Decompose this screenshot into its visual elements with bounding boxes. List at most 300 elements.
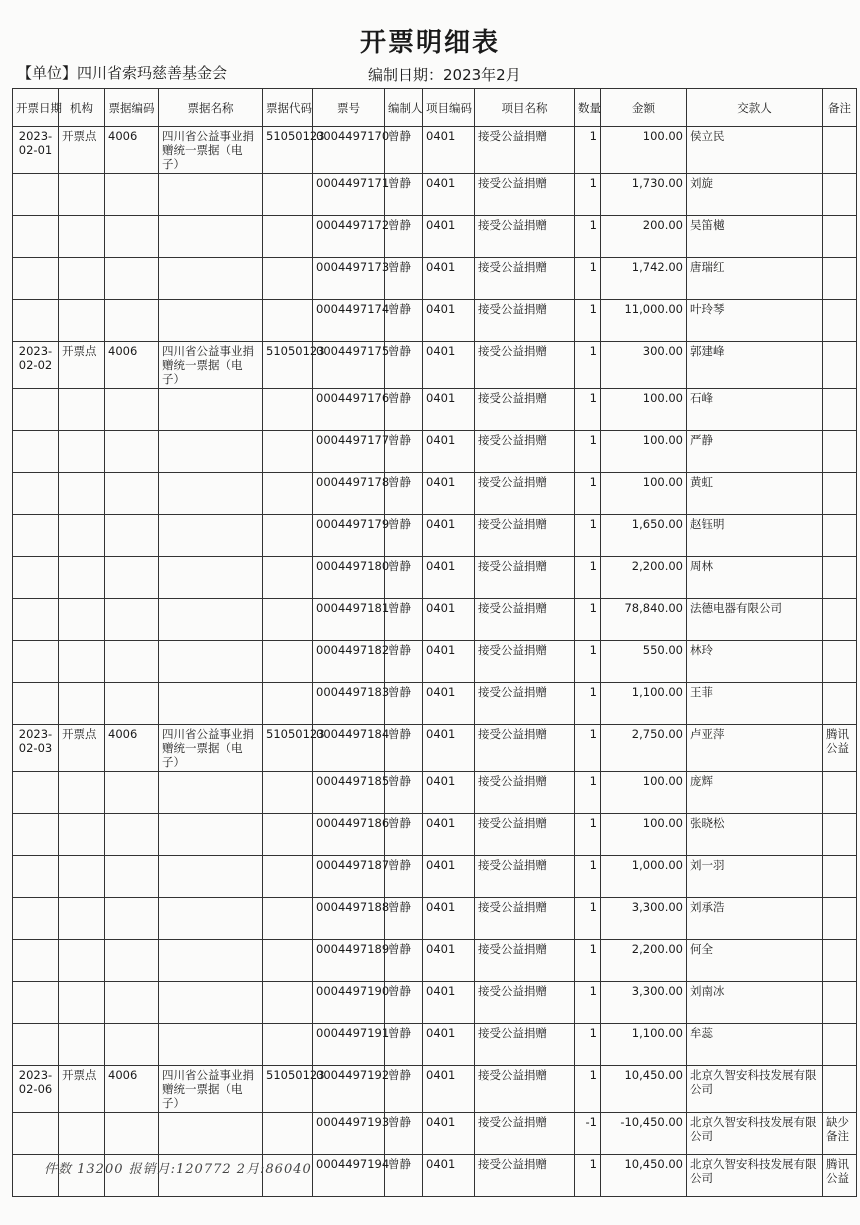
cell-pcode-text: 0401 [426,559,456,573]
cell-pcode-text: 0401 [426,129,456,143]
cell-billcode [263,725,325,772]
cell-pcode [423,1155,475,1197]
cell-billcode [263,940,313,982]
cell-payer-text: 北京久智安科技发展有限公司 [690,1157,817,1185]
cell-note-text: 腾讯公益 [826,727,849,755]
cell-note [823,982,857,1024]
cell-pname [475,898,575,940]
cell-pcode-text: 0401 [426,391,456,405]
cell-qty-text: 1 [589,601,597,615]
cell-amount [601,683,687,725]
cell-pcode [423,431,475,473]
cell-qty-text: 1 [589,984,597,998]
header-qty: 数量 [575,89,601,127]
cell-pcode [423,772,475,814]
cell-date-text: 2023-02-03 [18,727,53,755]
cell-org [59,814,105,856]
invoice-detail-table [12,88,857,1197]
cell-qty-text: 1 [589,559,597,573]
cell-no [313,300,390,342]
cell-maker [385,725,423,772]
cell-amount [601,258,687,300]
cell-pname [475,683,575,725]
cell-payer [687,641,823,683]
cell-pcode [423,473,475,515]
cell-pcode-text: 0401 [426,900,456,914]
cell-qty-text: 1 [589,260,597,274]
cell-pcode [423,641,475,683]
cell-pcode [423,174,475,216]
cell-name [159,216,263,258]
cell-pcode [423,856,475,898]
table-row [13,814,857,856]
cell-date [13,898,59,940]
cell-name [159,940,263,982]
cell-payer-text: 黄虹 [690,475,713,489]
cell-name [159,772,263,814]
cell-amount-text: 10,450.00 [624,1068,683,1082]
cell-amount [601,772,687,814]
cell-no [313,1066,390,1113]
cell-qty-text: 1 [589,218,597,232]
cell-code [105,515,159,557]
cell-code [105,856,159,898]
cell-pname-text: 接受公益捐赠 [478,260,547,274]
cell-payer [687,856,823,898]
cell-amount [601,641,687,683]
cell-no [313,982,390,1024]
cell-amount-text: 100.00 [642,391,683,405]
cell-qty [575,258,601,300]
cell-maker [385,127,423,174]
cell-maker-text: 曾静 [388,260,411,274]
cell-payer [687,300,823,342]
cell-maker-text: 曾静 [388,601,411,615]
cell-pcode [423,557,475,599]
cell-pname [475,1113,575,1155]
cell-billcode [263,898,313,940]
cell-payer [687,940,823,982]
cell-amount-text: 1,100.00 [631,1026,683,1040]
cell-note [823,515,857,557]
table-row [13,300,857,342]
cell-no-text: 0004497189 [316,942,390,956]
cell-maker [385,599,423,641]
cell-qty-text: 1 [589,1026,597,1040]
cell-date [13,300,59,342]
cell-qty [575,683,601,725]
cell-pname-text: 接受公益捐赠 [478,942,547,956]
cell-name [159,557,263,599]
cell-name [159,473,263,515]
cell-no-text: 0004497181 [316,601,390,615]
cell-maker [385,258,423,300]
cell-org-text: 开票点 [62,727,97,741]
cell-pname [475,725,575,772]
cell-billcode [263,557,313,599]
cell-org [59,127,105,174]
cell-amount-text: 100.00 [642,475,683,489]
cell-pcode-text: 0401 [426,475,456,489]
cell-pname-text: 接受公益捐赠 [478,302,547,316]
cell-payer-text: 北京久智安科技发展有限公司 [690,1115,817,1143]
cell-note [823,300,857,342]
cell-qty-text: 1 [589,816,597,830]
cell-maker-text: 曾静 [388,1157,411,1171]
cell-code-text: 4006 [108,727,138,741]
cell-amount-text: 1,742.00 [631,260,683,274]
cell-code [105,814,159,856]
cell-payer [687,342,823,389]
cell-org [59,473,105,515]
cell-org [59,856,105,898]
cell-code [105,557,159,599]
cell-note [823,389,857,431]
cell-org [59,1113,105,1155]
cell-qty-text: 1 [589,344,597,358]
cell-name [159,683,263,725]
cell-note [823,725,857,772]
cell-maker-text: 曾静 [388,727,411,741]
cell-maker-text: 曾静 [388,218,411,232]
cell-payer-text: 严静 [690,433,713,447]
cell-pcode-text: 0401 [426,727,456,741]
cell-code [105,342,159,389]
cell-pname [475,641,575,683]
cell-pcode [423,216,475,258]
cell-billcode-text: 51050123 [266,129,325,143]
cell-maker-text: 曾静 [388,900,411,914]
cell-note [823,431,857,473]
cell-no-text: 0004497176 [316,391,390,405]
cell-pname-text: 接受公益捐赠 [478,727,547,741]
cell-note [823,1155,857,1197]
cell-qty-text: 1 [589,475,597,489]
cell-code [105,982,159,1024]
cell-payer-text: 刘一羽 [690,858,725,872]
date-label: 编制日期：2023年2月 [368,66,521,84]
header-row [13,89,857,127]
cell-qty [575,300,601,342]
cell-amount-text: 1,000.00 [631,858,683,872]
cell-org [59,982,105,1024]
cell-amount [601,557,687,599]
cell-billcode [263,473,313,515]
cell-no-text: 0004497178 [316,475,390,489]
cell-note-text: 腾讯公益 [826,1157,849,1185]
cell-name [159,1113,263,1155]
cell-billcode [263,683,313,725]
cell-pcode [423,515,475,557]
cell-qty [575,1024,601,1066]
cell-qty-text: 1 [589,900,597,914]
cell-code [105,1113,159,1155]
cell-maker-text: 曾静 [388,433,411,447]
cell-pcode-text: 0401 [426,433,456,447]
cell-date [13,1024,59,1066]
cell-date [13,216,59,258]
cell-code [105,300,159,342]
header-pcode: 项目编码 [423,89,475,127]
cell-amount-text: 1,650.00 [631,517,683,531]
cell-no [313,898,390,940]
cell-org [59,641,105,683]
cell-qty-text: 1 [589,176,597,190]
cell-billcode [263,1066,325,1113]
cell-org [59,258,105,300]
cell-qty-text: 1 [589,685,597,699]
cell-name [159,982,263,1024]
table-row [13,940,857,982]
cell-payer-text: 周林 [690,559,713,573]
cell-pcode-text: 0401 [426,643,456,657]
cell-no-text: 0004497188 [316,900,390,914]
cell-payer [687,814,823,856]
header-note: 备注 [823,89,857,127]
cell-no [313,342,390,389]
cell-name [159,856,263,898]
cell-org [59,898,105,940]
cell-name [159,599,263,641]
cell-billcode-text: 51050123 [266,727,325,741]
cell-no-text: 0004497177 [316,433,390,447]
cell-pcode-text: 0401 [426,218,456,232]
cell-note [823,1024,857,1066]
cell-note [823,683,857,725]
cell-org [59,515,105,557]
cell-pname [475,1155,575,1197]
cell-maker [385,1066,423,1113]
cell-maker [385,814,423,856]
cell-maker [385,641,423,683]
cell-maker [385,389,423,431]
cell-no-text: 0004497183 [316,685,390,699]
cell-billcode [263,258,313,300]
cell-maker-text: 曾静 [388,643,411,657]
cell-billcode [263,1113,313,1155]
cell-amount [601,940,687,982]
cell-qty [575,599,601,641]
cell-pname-text: 接受公益捐赠 [478,433,547,447]
cell-date [13,515,59,557]
table-row [13,982,857,1024]
cell-date [13,725,59,772]
cell-org [59,772,105,814]
cell-amount-text: 10,450.00 [624,1157,683,1171]
cell-payer [687,389,823,431]
cell-amount-text: 2,200.00 [631,559,683,573]
cell-name-text: 四川省公益事业捐赠统一票据（电子） [162,344,254,386]
cell-date [13,982,59,1024]
cell-no [313,258,390,300]
cell-org [59,557,105,599]
cell-payer [687,1113,823,1155]
cell-code [105,127,159,174]
cell-org-text: 开票点 [62,1068,97,1082]
cell-maker-text: 曾静 [388,858,411,872]
cell-date [13,342,59,389]
cell-no-text: 0004497172 [316,218,390,232]
table-row [13,725,857,772]
cell-no [313,515,390,557]
cell-amount [601,216,687,258]
cell-code [105,258,159,300]
cell-qty [575,1155,601,1197]
cell-maker-text: 曾静 [388,344,411,358]
cell-qty-text: 1 [589,302,597,316]
cell-maker [385,300,423,342]
cell-pname-text: 接受公益捐赠 [478,984,547,998]
cell-pname [475,431,575,473]
table-row [13,389,857,431]
cell-maker [385,473,423,515]
cell-payer-text: 赵钰明 [690,517,725,531]
cell-name [159,431,263,473]
cell-payer-text: 牟蕊 [690,1026,713,1040]
cell-no [313,1155,390,1197]
table-row [13,557,857,599]
cell-no-text: 0004497192 [316,1068,390,1082]
cell-no-text: 0004497175 [316,344,390,358]
cell-amount [601,342,687,389]
cell-payer [687,1066,823,1113]
cell-billcode [263,216,313,258]
cell-pcode-text: 0401 [426,774,456,788]
cell-qty-text: 1 [589,942,597,956]
cell-name [159,725,263,772]
cell-code-text: 4006 [108,344,138,358]
cell-billcode [263,342,325,389]
cell-date-text: 2023-02-02 [18,344,53,372]
cell-payer [687,557,823,599]
header-code: 票据编码 [105,89,159,127]
cell-note [823,599,857,641]
cell-code [105,683,159,725]
cell-pname [475,599,575,641]
cell-amount [601,898,687,940]
cell-maker [385,683,423,725]
cell-pcode-text: 0401 [426,816,456,830]
cell-pname [475,127,575,174]
cell-pcode-text: 0401 [426,601,456,615]
header-amount: 金额 [601,89,687,127]
cell-org [59,1066,105,1113]
cell-qty [575,1113,601,1155]
cell-org [59,216,105,258]
cell-amount-text: 11,000.00 [624,302,683,316]
cell-no [313,1113,390,1155]
cell-pcode-text: 0401 [426,1115,456,1129]
cell-note [823,473,857,515]
cell-code [105,473,159,515]
cell-no-text: 0004497182 [316,643,390,657]
cell-pcode-text: 0401 [426,984,456,998]
cell-amount-text: 100.00 [642,433,683,447]
cell-no-text: 0004497190 [316,984,390,998]
cell-name [159,814,263,856]
cell-qty-text: 1 [589,774,597,788]
cell-qty-text: -1 [585,1115,597,1129]
cell-qty [575,389,601,431]
cell-pname-text: 接受公益捐赠 [478,643,547,657]
cell-no [313,856,390,898]
cell-code [105,389,159,431]
cell-code [105,174,159,216]
cell-pcode [423,725,475,772]
cell-payer [687,898,823,940]
cell-maker-text: 曾静 [388,1115,411,1129]
cell-pcode [423,300,475,342]
header-no: 票号 [313,89,385,127]
cell-billcode [263,641,313,683]
cell-payer-text: 唐瑞红 [690,260,725,274]
cell-note-text: 缺少备注 [826,1115,849,1143]
cell-pname-text: 接受公益捐赠 [478,1026,547,1040]
cell-billcode [263,127,325,174]
cell-org [59,725,105,772]
cell-payer [687,772,823,814]
table-row [13,772,857,814]
page-title: 开票明细表 [359,28,500,58]
cell-amount [601,814,687,856]
cell-note [823,557,857,599]
cell-maker-text: 曾静 [388,475,411,489]
cell-no [313,725,390,772]
cell-billcode [263,599,313,641]
cell-pname-text: 接受公益捐赠 [478,1068,547,1082]
cell-date [13,258,59,300]
cell-payer-text: 何全 [690,942,713,956]
cell-date-text: 2023-02-01 [18,129,53,157]
cell-amount [601,856,687,898]
cell-pcode [423,1024,475,1066]
cell-pname-text: 接受公益捐赠 [478,475,547,489]
cell-pname-text: 接受公益捐赠 [478,900,547,914]
cell-name [159,342,263,389]
cell-pname [475,982,575,1024]
cell-qty-text: 1 [589,433,597,447]
cell-pcode-text: 0401 [426,517,456,531]
cell-name-text: 四川省公益事业捐赠统一票据（电子） [162,1068,254,1110]
cell-date [13,683,59,725]
cell-amount [601,1113,687,1155]
cell-pcode [423,342,475,389]
cell-qty [575,772,601,814]
cell-qty-text: 1 [589,858,597,872]
table-row [13,127,857,174]
cell-qty [575,641,601,683]
cell-name-text: 四川省公益事业捐赠统一票据（电子） [162,129,254,171]
header-pname: 项目名称 [475,89,575,127]
cell-maker [385,174,423,216]
cell-payer [687,982,823,1024]
cell-amount-text: 100.00 [642,816,683,830]
table-row [13,683,857,725]
cell-billcode [263,772,313,814]
header-maker: 编制人 [385,89,423,127]
cell-payer [687,1155,823,1197]
cell-no [313,1024,390,1066]
cell-payer-text: 刘承浩 [690,900,725,914]
cell-amount [601,1066,687,1113]
cell-pcode [423,814,475,856]
cell-billcode-text: 51050123 [266,344,325,358]
cell-no-text: 0004497171 [316,176,390,190]
cell-pname-text: 接受公益捐赠 [478,176,547,190]
cell-qty-text: 1 [589,727,597,741]
cell-pcode-text: 0401 [426,344,456,358]
cell-qty-text: 1 [589,517,597,531]
